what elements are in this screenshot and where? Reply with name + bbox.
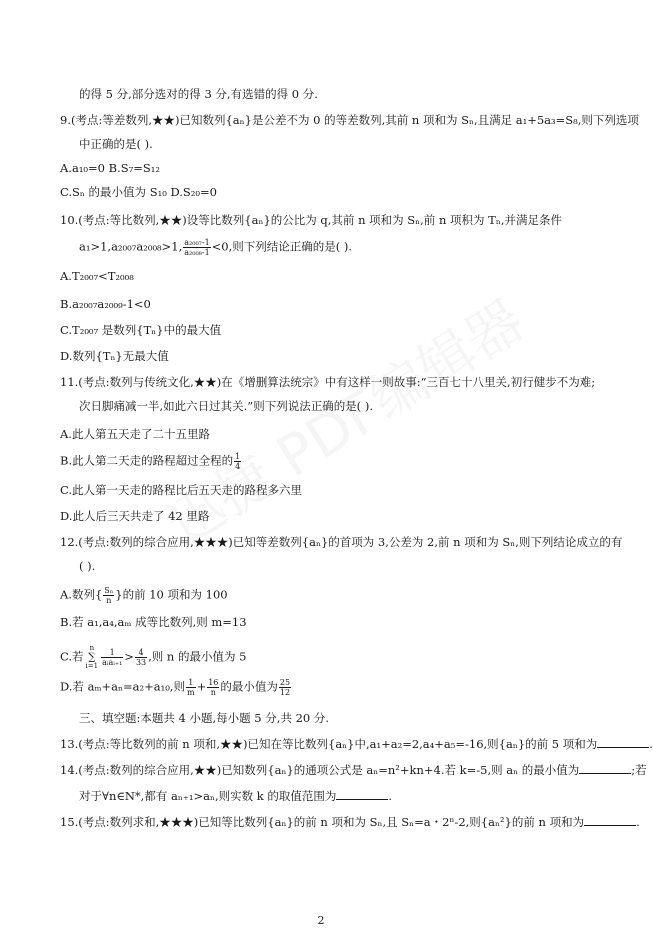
q10-frac-num: a₂₀₀₇-1 [184,238,210,247]
q12d-fraction-2 [207,678,219,697]
q13-period: . [649,737,653,751]
q11-option-d: D.此人后三天共走了 42 里路 [60,509,210,523]
q12-stem-cont: ( ). [79,559,96,573]
q14-line-1 [60,762,647,778]
q10-cond-pre: a₁>1,a₂₀₀₇a₂₀₀₈>1, [79,239,183,254]
q12c-sum [85,644,100,671]
q10-option-c: C.T₂₀₀₇ 是数列{Tₙ}中的最大值 [60,323,222,337]
q11b-fraction [234,452,241,471]
q9-options-cd: C.Sₙ 的最小值为 S₁₀ D.S₂₀=0 [60,185,217,199]
q14-answer-blank-1[interactable] [579,762,631,774]
q14-answer-blank-2[interactable] [336,788,388,800]
q12-option-a [60,586,582,605]
q11-option-a: A.此人第五天走了二十五里路 [60,427,210,441]
q15 [60,814,640,830]
q12c-fraction-2 [135,648,147,667]
q12c-fraction-1 [101,648,123,667]
q12d-frac1-den: m [186,688,195,697]
q10-option-a: A.T₂₀₀₇<T₂₀₀₈ [60,269,134,283]
q12c-pre: C.若 [60,649,84,664]
q9-stem: 9.(考点:等差数列,★★)已知数列{aₙ}是公差不为 0 的等差数列,其前 n 项和为 Sₙ,且满足 a₁+5a₃=S₈,则下列选项 [60,113,639,127]
q10-cond-post: <0,则下列结论正确的是( ). [211,239,353,254]
q11b-frac-den: 4 [235,462,241,471]
q12a-pre: A.数列 [60,587,95,602]
q12d-mid: 的最小值为 [220,679,278,694]
q14b-text: 对于∀n∈N*,都有 aₙ₊₁>aₙ,则实数 k 的取值范围为 [79,789,337,803]
q14a-text: 14.(考点:数列的综合应用,★★)已知数列{aₙ}的通项公式是 aₙ=n²+kn+4.若 k=-5,则 aₙ 的最小值为 [60,763,580,777]
q12a-frac-den: n [106,596,112,605]
q12a-frac-num: Sₙ [104,586,114,595]
page-number: 2 [317,914,325,927]
q12d-frac1-num: 1 [186,678,196,688]
q12a-brace-right: } [115,587,123,602]
q12d-plus: + [196,679,207,694]
q12d-frac2-den: n [210,688,216,697]
q15-post: . [636,815,640,829]
q15-text: 15.(考点:数列求和,★★★)已知等比数列{aₙ}的前 n 项和为 Sₙ,且 Sₙ=a・2ⁿ-2,则{aₙ²}的前 n 项和为 [60,815,585,829]
q11-stem-cont: 次日脚痛减一半,如此六日过其关.”则下列说法正确的是( ). [79,399,373,413]
q11-option-c: C.此人第一天走的路程比后五天走的路程多六里 [60,483,303,497]
q12-stem: 12.(考点:数列的综合应用,★★★)已知等差数列{aₙ}的首项为 3,公差为 2,前 n 项和为 Sₙ,则下列结论成立的有 [60,535,623,549]
q12-option-d [60,678,582,697]
q13 [60,736,653,752]
q12c-gt: > [124,649,134,664]
q12c-frac2-num: 4 [135,648,147,658]
q12c-sum-top: n [89,644,95,652]
q14b-post: . [388,789,393,803]
q12d-frac3-den: 12 [279,688,291,697]
q12d-fraction-3 [279,678,291,697]
q12-option-c [60,644,582,671]
q12a-brace-left: { [94,587,103,602]
q11b-frac-num: 1 [235,452,241,461]
q12a-post: 的前 10 项和为 100 [122,587,228,602]
q10-frac-den: a₂₀₀₈-1 [184,248,210,257]
q12c-frac1-den: aᵢaᵢ₊₁ [102,658,123,667]
q11b-text: B.此人第二天走的路程超过全程的 [60,453,234,468]
q13-text: 13.(考点:等比数列的前 n 项和,★★)已知在等比数列{aₙ}中,a₁+a₂=2,a₄+a₅=-16,则{aₙ}的前 5 项和为 [60,737,598,751]
q12c-frac1-num: 1 [101,648,123,658]
q12d-frac3-num: 25 [279,678,291,687]
q12c-post: ,则 n 的最小值为 5 [148,649,247,664]
q10-stem: 10.(考点:等比数列,★★)设等比数列{aₙ}的公比为 q,其前 n 项和为 Sₙ,前 n 项积为 Tₙ,并满足条件 [60,213,562,227]
q9-options-ab: A.a₁₀=0 B.S₇=S₁₂ [60,161,160,175]
q12d-frac2-num: 16 [208,678,219,687]
q12-option-b: B.若 a₁,a₄,aₘ 成等比数列,则 m=13 [60,615,247,629]
q14-line-2 [79,788,582,804]
q10-option-d: D.数列{Tₙ}无最大值 [60,349,169,363]
q12d-fraction-1 [186,678,196,697]
q10-condition [79,238,582,257]
q12c-sum-bottom: i=1 [85,662,99,670]
q12c-frac2-den: 33 [135,658,147,667]
q12a-fraction [103,586,114,605]
q14a-post: ;若 [631,763,647,777]
q12c-sum-sign: ∑ [88,652,96,663]
q15-answer-blank[interactable] [584,814,636,826]
q9-stem-cont: 中正确的是( ). [79,137,153,151]
q10-fraction [183,238,210,257]
section-heading-fill-in: 三、填空题:本题共 4 小题,每小题 5 分,共 20 分. [79,711,330,725]
q11-option-b [60,452,582,471]
q10-option-b: B.a₂₀₀₇a₂₀₀₉-1<0 [60,297,151,311]
q12d-pre: D.若 aₘ+aₙ=a₂+a₁₀,则 [60,679,185,694]
q8-scoring-note: 的得 5 分,部分选对的得 3 分,有选错的得 0 分. [79,87,318,101]
q11-stem: 11.(考点:数列与传统文化,★★)在《增删算法统宗》中有这样一则故事:“三百七十八里关,初行健步不为难; [60,375,596,389]
q13-answer-blank[interactable] [597,736,649,748]
